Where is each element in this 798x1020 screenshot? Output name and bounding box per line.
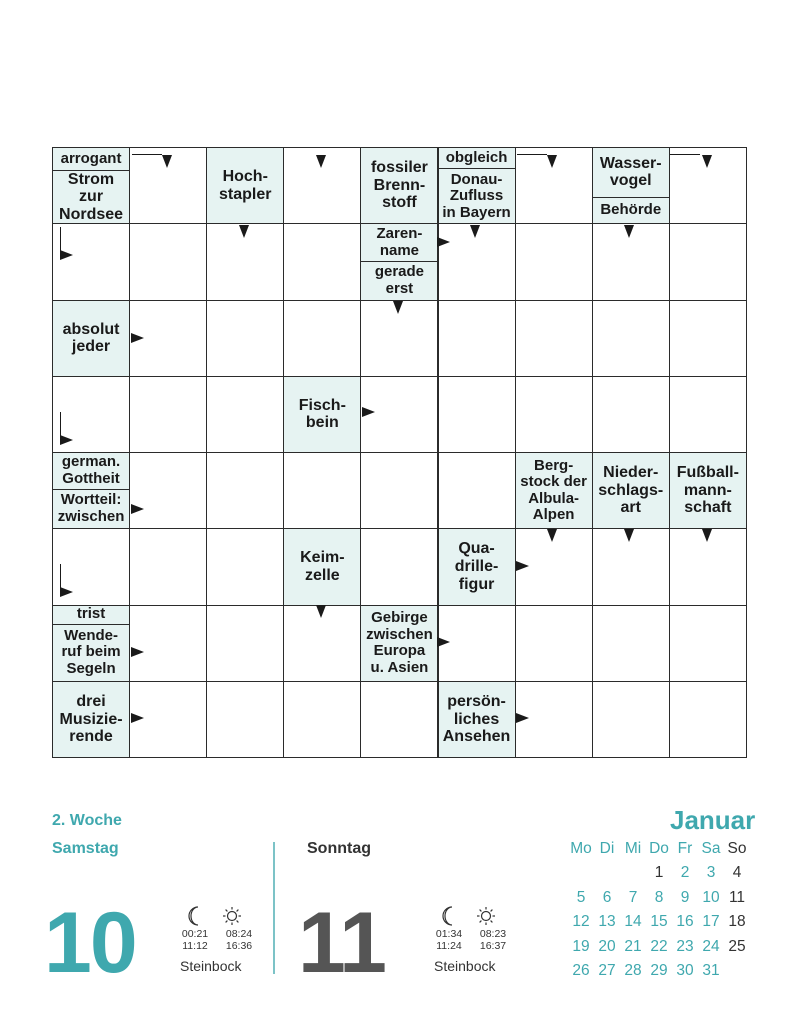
crossword-grid <box>52 147 746 757</box>
calendar-day: 14 <box>624 913 642 930</box>
clue-arrow-down <box>393 301 403 314</box>
answer-cell[interactable] <box>669 300 747 377</box>
answer-cell[interactable] <box>592 300 670 377</box>
clue-arrow-down <box>162 155 172 168</box>
calendar-day: 30 <box>676 962 694 979</box>
moonset-time: 11:12 <box>182 940 208 952</box>
clue-arrow-right <box>362 407 375 417</box>
answer-cell[interactable] <box>283 452 361 529</box>
answer-cell[interactable] <box>438 300 516 377</box>
answer-cell[interactable] <box>669 681 747 758</box>
clue-persoenlich: persön- liches Ansehen <box>438 681 516 758</box>
calendar-day: 8 <box>654 888 664 906</box>
answer-cell[interactable] <box>438 452 516 529</box>
calendar-day: 7 <box>628 888 638 906</box>
clue-arrow-down <box>316 605 326 618</box>
clue-arrow-right <box>131 333 144 343</box>
sunday-day-number: 11 <box>298 895 385 991</box>
calendar-day: 16 <box>676 913 694 930</box>
answer-cell[interactable] <box>360 681 438 758</box>
calendar-day: 13 <box>598 913 616 930</box>
calendar-day: 29 <box>650 962 668 979</box>
answer-cell[interactable] <box>669 376 747 453</box>
day-divider <box>273 842 275 974</box>
clue-strom: Strom zur Nordsee <box>52 170 130 224</box>
calendar-day: 6 <box>602 888 612 906</box>
clue-absolut: absolut jeder <box>52 300 130 377</box>
weekday-header: Mi <box>624 840 642 857</box>
moonset-time: 11:24 <box>436 940 462 952</box>
clue-keimzelle: Keim- zelle <box>283 528 361 605</box>
sun-icon <box>223 907 241 925</box>
saturday-astro-times <box>178 904 262 952</box>
answer-cell[interactable] <box>129 528 207 605</box>
answer-cell[interactable] <box>669 605 747 682</box>
clue-arrow-right <box>60 587 73 597</box>
arrow-stem <box>132 154 162 155</box>
clue-arrow-down <box>547 529 557 542</box>
clue-arrow-down <box>702 155 712 168</box>
answer-cell[interactable] <box>206 452 284 529</box>
calendar-day: 20 <box>598 937 616 955</box>
weekday-header: Di <box>599 840 615 857</box>
clue-arrow-right <box>131 504 144 514</box>
answer-cell[interactable] <box>360 452 438 529</box>
calendar-day: 24 <box>702 937 720 955</box>
answer-cell[interactable] <box>206 681 284 758</box>
arrow-stem <box>517 154 547 155</box>
clue-arrow-down <box>470 225 480 238</box>
answer-cell[interactable] <box>283 223 361 300</box>
sunday-astro-times <box>432 904 516 952</box>
saturday-day-number: 10 <box>44 895 136 991</box>
weekday-header: Sa <box>701 840 721 857</box>
clue-arrow-right <box>516 561 529 571</box>
month-title: Januar <box>670 805 756 835</box>
clue-behoerde: Behörde <box>592 197 670 225</box>
clue-arrow-down <box>316 155 326 168</box>
clue-arrogant: arrogant <box>52 147 130 171</box>
answer-cell[interactable] <box>515 300 593 377</box>
calendar-day: 21 <box>624 937 642 955</box>
answer-cell[interactable] <box>515 223 593 300</box>
answer-cell[interactable] <box>283 300 361 377</box>
moon-icon <box>189 907 198 925</box>
clue-arrow-right <box>437 237 450 247</box>
answer-cell[interactable] <box>360 528 438 605</box>
calendar-day: 26 <box>572 962 590 979</box>
clue-arrow-right <box>437 637 450 647</box>
answer-cell[interactable] <box>592 681 670 758</box>
calendar-day: 12 <box>572 913 590 930</box>
answer-cell[interactable] <box>515 605 593 682</box>
calendar-day: 23 <box>676 937 694 955</box>
moonrise-time: 00:21 <box>181 928 209 940</box>
saturday-zodiac: Steinbock <box>180 958 242 974</box>
clue-arrow-down <box>239 225 249 238</box>
calendar-day: 19 <box>572 937 590 955</box>
moon-icon <box>443 907 452 925</box>
calendar-day: 22 <box>650 937 668 955</box>
calendar-day: 2 <box>680 864 690 881</box>
clue-arrow-down <box>624 529 634 542</box>
clue-arrow-down <box>547 155 557 168</box>
answer-cell[interactable] <box>283 681 361 758</box>
sunday-label: Sonntag <box>307 840 371 857</box>
week-label: 2. Woche <box>52 812 122 829</box>
clue-wortteil: Wortteil: zwischen <box>52 489 130 530</box>
answer-cell[interactable] <box>129 605 207 682</box>
clue-fossiler: fossiler Brenn- stoff <box>360 147 438 224</box>
answer-cell[interactable] <box>206 528 284 605</box>
sun-icon <box>477 907 495 925</box>
clue-arrow-right <box>131 713 144 723</box>
clue-obgleich: obgleich <box>438 147 516 169</box>
calendar-day: 17 <box>702 913 720 930</box>
moonrise-time: 01:34 <box>435 928 463 940</box>
answer-cell[interactable] <box>129 452 207 529</box>
answer-cell[interactable] <box>129 223 207 300</box>
clue-zarenname: Zaren- name <box>360 223 438 262</box>
clue-arrow-down <box>624 225 634 238</box>
clue-arrow-right <box>60 250 73 260</box>
sunday-zodiac: Steinbock <box>434 958 496 974</box>
calendar-day: 28 <box>624 962 642 979</box>
answer-cell[interactable] <box>129 376 207 453</box>
clue-arrow-down <box>702 529 712 542</box>
clue-hochstapler: Hoch- stapler <box>206 147 284 224</box>
sunrise-time: 08:23 <box>479 928 507 940</box>
calendar-day: 3 <box>706 864 716 881</box>
clue-musizierende: drei Musizie- rende <box>52 681 130 758</box>
answer-cell[interactable] <box>592 605 670 682</box>
clue-gottheit: german. Gottheit <box>52 452 130 490</box>
answer-cell[interactable] <box>515 376 593 453</box>
clue-donau: Donau- Zufluss in Bayern <box>438 168 516 224</box>
clue-arrow-right <box>60 435 73 445</box>
clue-quadrille: Qua- drille- figur <box>438 528 516 605</box>
clue-gebirge: Gebirge zwischen Europa u. Asien <box>360 605 438 682</box>
saturday-label: Samstag <box>52 840 119 857</box>
clue-fussball: Fußball- mann- schaft <box>669 452 747 529</box>
weekday-header: Do <box>649 840 669 857</box>
calendar-day: 11 <box>728 888 746 906</box>
calendar-day: 18 <box>728 913 746 930</box>
calendar-day: 5 <box>576 888 586 906</box>
clue-fischbein: Fisch- bein <box>283 376 361 453</box>
clue-trist: trist <box>52 605 130 625</box>
sunset-time: 16:36 <box>225 940 253 952</box>
answer-cell[interactable] <box>52 223 130 300</box>
calendar-day: 10 <box>702 888 720 906</box>
answer-cell[interactable] <box>206 300 284 377</box>
calendar-day: 15 <box>650 913 668 930</box>
sunrise-time: 08:24 <box>225 928 253 940</box>
weekday-header: Fr <box>677 840 693 857</box>
sunset-time: 16:37 <box>479 940 507 952</box>
clue-bergstock: Berg- stock der Albula- Alpen <box>515 452 593 529</box>
answer-cell[interactable] <box>592 376 670 453</box>
weekday-header: So <box>727 840 747 857</box>
weekday-header: Mo <box>570 840 592 857</box>
clue-niederschlag: Nieder- schlags- art <box>592 452 670 529</box>
calendar-day: 4 <box>732 864 742 881</box>
arrow-stem <box>670 154 700 155</box>
clue-arrow-right <box>516 713 529 723</box>
answer-cell[interactable] <box>669 223 747 300</box>
clue-wasservogel: Wasser- vogel <box>592 147 670 198</box>
calendar-day: 25 <box>728 937 746 955</box>
calendar-day: 27 <box>598 962 616 979</box>
answer-cell[interactable] <box>206 376 284 453</box>
calendar-day: 1 <box>654 864 664 881</box>
clue-wenderuf: Wende- ruf beim Segeln <box>52 624 130 682</box>
clue-geradeerst: gerade erst <box>360 261 438 300</box>
clue-arrow-right <box>131 647 144 657</box>
answer-cell[interactable] <box>206 605 284 682</box>
calendar-day: 9 <box>680 888 690 906</box>
calendar-day: 31 <box>702 962 720 979</box>
answer-cell[interactable] <box>438 376 516 453</box>
